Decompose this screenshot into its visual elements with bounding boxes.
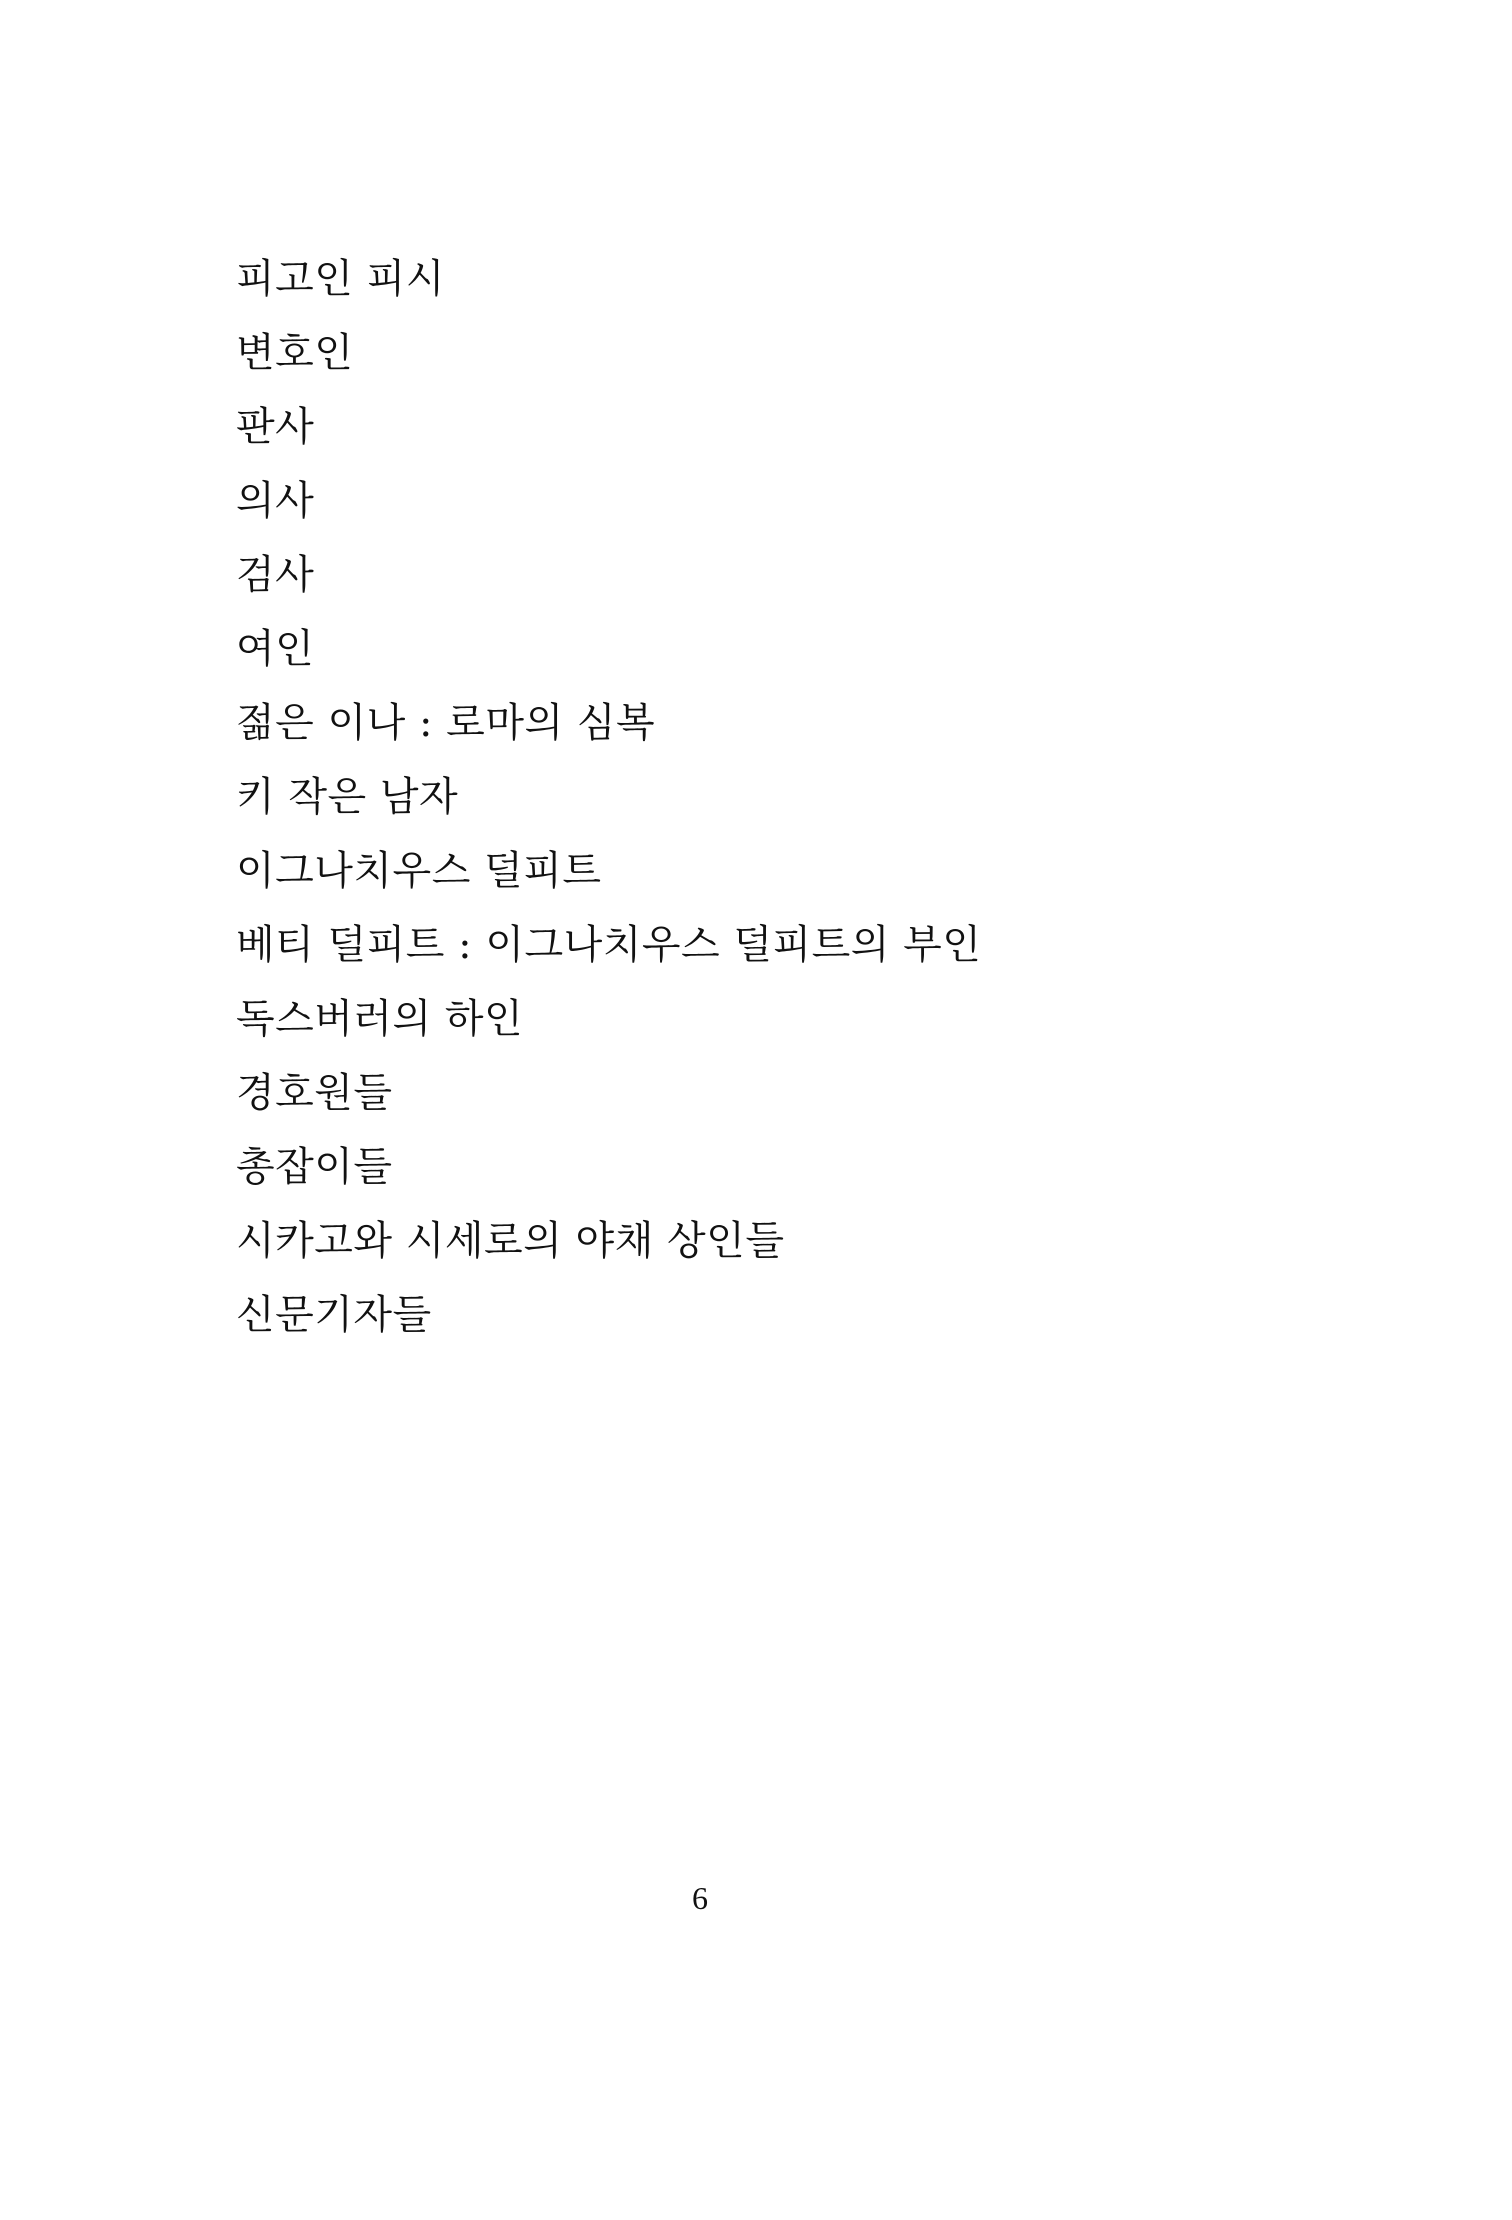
- cast-item: 변호인: [236, 330, 354, 376]
- page-number: 6: [692, 1880, 708, 1916]
- cast-item: 총잡이들: [236, 1144, 393, 1190]
- cast-item: 베티 덜피트 : 이그나치우스 덜피트의 부인: [236, 922, 982, 968]
- cast-item: 신문기자들: [236, 1292, 432, 1338]
- cast-item: 시카고와 시세로의 야채 상인들: [236, 1218, 785, 1264]
- cast-item: 판사: [236, 404, 315, 450]
- cast-item: 피고인 피시: [236, 256, 445, 302]
- cast-item: 의사: [236, 478, 315, 524]
- cast-item: 검사: [236, 552, 315, 598]
- cast-list: [236, 250, 981, 1360]
- cast-item: 젊은 이나 : 로마의 심복: [236, 700, 656, 746]
- cast-item: 이그나치우스 덜피트: [236, 848, 602, 894]
- cast-item: 독스버러의 하인: [236, 996, 524, 1042]
- cast-item: 경호원들: [236, 1070, 393, 1116]
- cast-item: 여인: [236, 626, 315, 672]
- cast-item: 키 작은 남자: [236, 774, 459, 820]
